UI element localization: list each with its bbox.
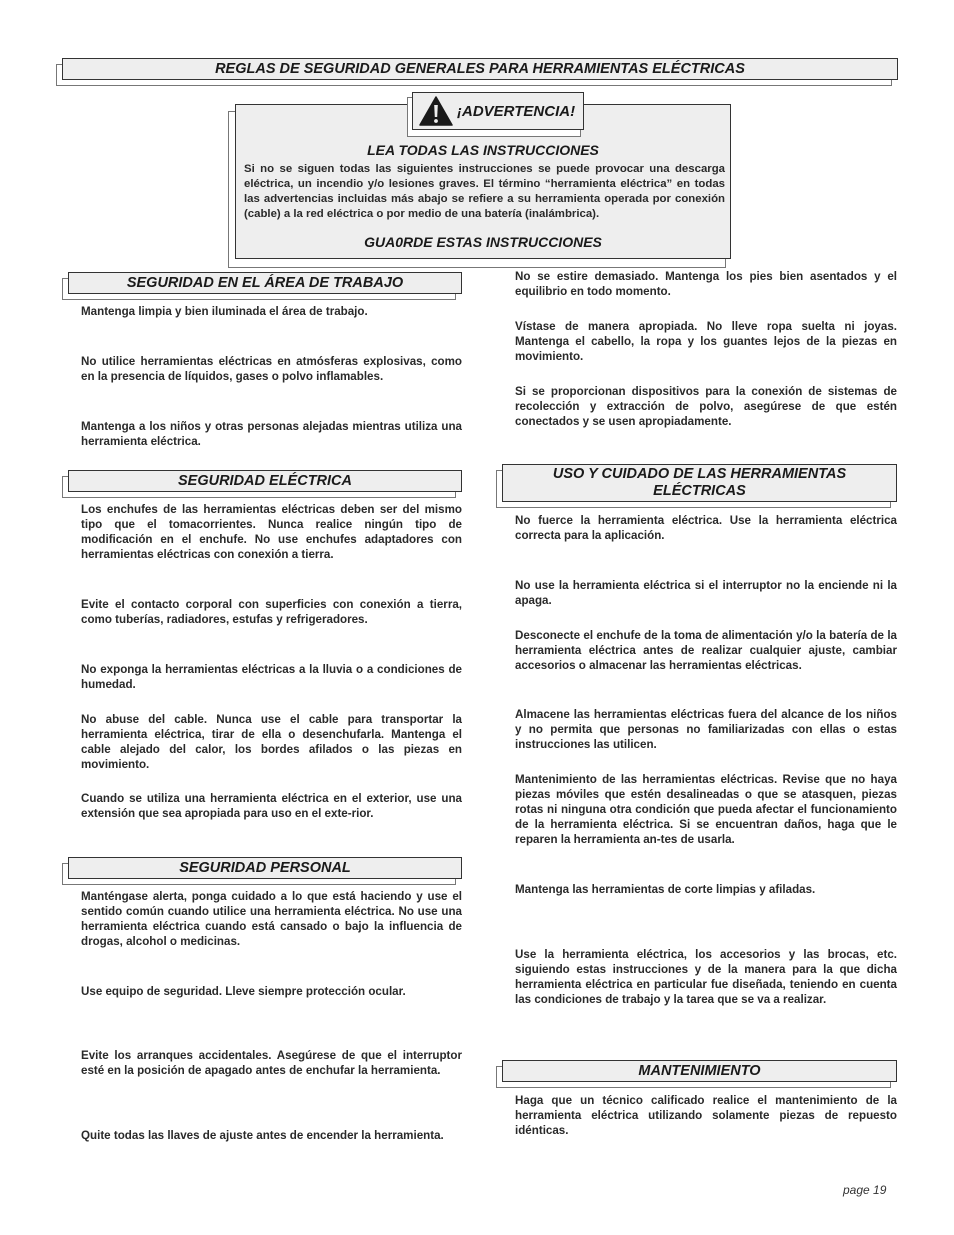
warning-footer: GUA0RDE ESTAS INSTRUCCIONES — [364, 234, 602, 250]
paragraph-use-care-2: No use la herramienta eléctrica si el interruptor no la enciende ni la apaga. — [515, 579, 897, 607]
warning-heading: LEA TODAS LAS INSTRUCCIONES — [367, 142, 599, 158]
section-header-maintenance: MANTENIMIENTO — [502, 1060, 897, 1082]
paragraph-personal-1: Manténgase alerta, ponga cuidado a lo que está haciendo y use el sentido común cuando utilice una herramienta eléctrica. No use una herramienta eléctrica cuando está cansado o bajo la influencia de drogas, alcohol o medicinas. — [81, 890, 462, 948]
paragraph-use-care-4: Almacene las herramientas eléctricas fuera del alcance de los niños y no permita que personas no familiarizadas con ellas o estas instrucciones las utilicen. — [515, 708, 897, 751]
paragraph-electrical-4: No abuse del cable. Nunca use el cable para transportar la herramienta eléctrica, tirar de ella o desenchufarla. Mantenga el cable alejado del calor, los bordes afilados o las piezas en movimiento. — [81, 713, 462, 771]
warning-body: Si no se siguen todas las siguientes instrucciones se puede provocar una descarga eléctrica, un incendio y/o lesiones graves. El término “herramienta eléctrica” en todas las advertencias incluidas más abajo se refiere a su herramienta operada por conexión (cable) a la red eléctrica o por medio de una batería (inalámbrica). — [244, 163, 725, 220]
paragraph-electrical-3: No exponga la herramientas eléctricas a la lluvia o a condiciones de humedad. — [81, 663, 462, 691]
paragraph-use-care-7: Use la herramienta eléctrica, los accesorios y las brocas, etc. siguiendo estas instrucciones y de la manera para la que dicha herramienta eléctrica en particular fue diseñada, teniendo en cuenta las condiciones de trabajo y la tarea que se va a realizar. — [515, 948, 897, 1006]
paragraph-maintenance-1: Haga que un técnico calificado realice el mantenimiento de la herramienta eléctrica utilizando solamente piezas de repuesto idénticas. — [515, 1094, 897, 1137]
paragraph-personal-cont-1: No se estire demasiado. Mantenga los pies bien asentados y el equilibrio en todo momento. — [515, 270, 897, 298]
paragraph-work-area-2: No utilice herramientas eléctricas en atmósferas explosivas, como en la presencia de líquidos, gases o polvo inflamables. — [81, 355, 462, 383]
section-header-work-area: SEGURIDAD EN EL ÁREA DE TRABAJO — [68, 272, 462, 294]
paragraph-use-care-6: Mantenga las herramientas de corte limpias y afiladas. — [515, 883, 816, 896]
paragraph-use-care-3: Desconecte el enchufe de la toma de alimentación y/o la batería de la herramienta eléctrica antes de realizar cualquier ajuste, cambiar accesorios o almacenar las herramientas eléctricas. — [515, 629, 897, 672]
paragraph-personal-cont-2: Vístase de manera apropiada. No lleve ropa suelta ni joyas. Mantenga el cabello, la ropa y los guantes lejos de la piezas en movimiento. — [515, 320, 897, 363]
paragraph-electrical-5: Cuando se utiliza una herramienta eléctrica en el exterior, use una extensión que sea apropiada para uso en el exte-rior. — [81, 792, 462, 820]
main-title: REGLAS DE SEGURIDAD GENERALES PARA HERRAMIENTAS ELÉCTRICAS — [62, 58, 898, 80]
main-title-bar — [62, 58, 898, 80]
warning-triangle-icon — [419, 96, 453, 126]
paragraph-personal-cont-3: Si se proporcionan dispositivos para la conexión de sistemas de recolección y extracción de polvo, asegúrese de que estén conectados y se usen apropiadamente. — [515, 385, 897, 428]
section-header-personal: SEGURIDAD PERSONAL — [68, 857, 462, 879]
paragraph-electrical-2: Evite el contacto corporal con superficies con conexión a tierra, como tuberías, radiadores, estufas y refrigeradores. — [81, 598, 462, 626]
section-header-use-care: USO Y CUIDADO DE LAS HERRAMIENTAS ELÉCTRICAS — [502, 464, 897, 502]
section-header-electrical: SEGURIDAD ELÉCTRICA — [68, 470, 462, 492]
paragraph-work-area-3: Mantenga a los niños y otras personas alejadas mientras utiliza una herramienta eléctrica. — [81, 420, 462, 448]
paragraph-personal-4: Quite todas las llaves de ajuste antes de encender la herramienta. — [81, 1129, 444, 1142]
paragraph-work-area-1: Mantenga limpia y bien iluminada el área de trabajo. — [81, 305, 368, 318]
warning-label: ¡ADVERTENCIA! — [457, 102, 576, 120]
paragraph-personal-3: Evite los arranques accidentales. Asegúrese de que el interruptor esté en la posición de apagado antes de enchufar la herramienta. — [81, 1049, 462, 1077]
warning-tab — [412, 92, 584, 130]
page-number: page 19 — [843, 1183, 887, 1197]
paragraph-use-care-5: Mantenimiento de las herramientas eléctricas. Revise que no haya piezas móviles que estén desalineadas o que se atasquen, piezas rotas ni ninguna otra condición que pueda afectar el funcionamiento de la herramienta eléctrica. Si se encuentran daños, haga que le reparen la herramienta an-tes de usarla. — [515, 773, 897, 846]
paragraph-electrical-1: Los enchufes de las herramientas eléctricas deben ser del mismo tipo que el tomacorrientes. Nunca realice ningún tipo de modificación en el enchufe. No use enchufes adaptadores con herramientas eléctricas con conexión a tierra. — [81, 503, 462, 561]
paragraph-personal-2: Use equipo de seguridad. Lleve siempre protección ocular. — [81, 985, 406, 998]
paragraph-use-care-1: No fuerce la herramienta eléctrica. Use la herramienta eléctrica correcta para la aplicación. — [515, 514, 897, 542]
